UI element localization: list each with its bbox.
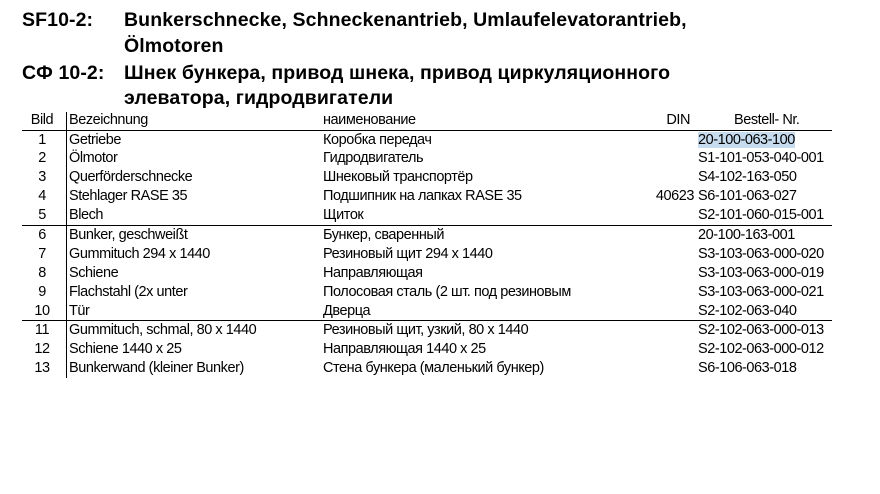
cell-bestell-nr: S6-106-063-018: [698, 360, 797, 377]
table-row: [22, 359, 832, 378]
cell-bild: 12: [34, 341, 50, 358]
cell-naimenovanie: Бункер, сваренный: [323, 226, 445, 243]
header-bild: Bild: [30, 112, 54, 128]
cell-naimenovanie: Гидродвигатель: [323, 150, 424, 167]
cell-naimenovanie: Направляющая 1440 x 25: [323, 341, 486, 358]
cell-bezeichnung: Bunker, geschweißt: [66, 226, 187, 245]
cell-bezeichnung: Schiene: [66, 264, 118, 283]
cell-bestell-nr: S6-101-063-027: [698, 188, 797, 205]
header-bestell-nr: Bestell- Nr.: [734, 112, 800, 128]
table-row: [22, 245, 832, 264]
cell-naimenovanie: Коробка передач: [323, 131, 432, 148]
cell-bestell-nr: S2-102-063-000-013: [698, 322, 824, 339]
cell-bestell-nr: S2-102-063-000-012: [698, 341, 824, 358]
cell-bezeichnung: Getriebe: [66, 131, 121, 150]
cell-bezeichnung: Gummituch, schmal, 80 x 1440: [66, 321, 256, 340]
cell-bezeichnung: Gummituch 294 x 1440: [66, 245, 210, 264]
title-german-text: Bunkerschnecke, Schneckenantrieb, Umlaufelevatorantrieb,: [124, 9, 687, 31]
title-german-line-2: Ölmotoren: [124, 35, 224, 57]
cell-naimenovanie: Шнековый транспортёр: [323, 169, 473, 186]
cell-bild: 7: [38, 245, 46, 262]
cell-bild: 1: [38, 131, 46, 148]
title-russian-text: Шнек бункера, привод шнека, привод циркуляционного: [124, 62, 671, 84]
table-row: [22, 283, 832, 302]
cell-bild: 5: [38, 207, 46, 224]
cell-bestell-nr: S2-102-063-040: [698, 302, 797, 319]
cell-bezeichnung: Stehlager RASE 35: [66, 187, 187, 206]
cell-bezeichnung: Ölmotor: [66, 149, 117, 168]
cell-bezeichnung: Bunkerwand (kleiner Bunker): [66, 359, 244, 378]
header-bezeichnung: Bezeichnung: [66, 112, 148, 130]
cell-naimenovanie: Резиновый щит 294 x 1440: [323, 245, 493, 262]
cell-naimenovanie: Резиновый щит, узкий, 80 x 1440: [323, 322, 529, 339]
cell-bild: 11: [34, 322, 50, 339]
table-row: [22, 131, 832, 150]
cell-bestell-nr: S2-101-060-015-001: [698, 207, 824, 224]
table-row: [22, 264, 832, 283]
cell-naimenovanie: Подшипник на лапках RASE 35: [323, 188, 522, 205]
table-header-row: [22, 112, 832, 131]
cell-bild: 13: [34, 360, 50, 377]
cell-bestell-nr: [698, 131, 795, 150]
title-german-line-1: [22, 9, 687, 32]
cell-bezeichnung: Flachstahl (2x unter: [66, 283, 187, 302]
parts-table: [22, 112, 832, 378]
table-row: [22, 340, 832, 359]
cell-naimenovanie: Щиток: [323, 207, 364, 224]
cell-bild: 3: [38, 169, 46, 186]
cell-bild: 4: [38, 188, 46, 205]
cell-bezeichnung: Schiene 1440 x 25: [66, 340, 181, 359]
cell-bestell-nr: S1-101-053-040-001: [698, 150, 824, 167]
title-russian-line-2: элеватора, гидродвигатели: [124, 87, 394, 109]
cell-din: 40623: [655, 188, 694, 205]
table-row: [22, 206, 832, 225]
cell-bestell-nr: 20-100-163-001: [698, 226, 795, 243]
table-row: [22, 225, 832, 245]
table-body: [22, 131, 832, 379]
cell-bild: 6: [38, 226, 46, 243]
cell-bild: 8: [38, 264, 46, 281]
cell-bild: 2: [38, 150, 46, 167]
title-german-prefix: SF10-2:: [22, 9, 94, 31]
cell-bezeichnung: Querförderschnecke: [66, 168, 192, 187]
cell-bezeichnung: Tür: [66, 302, 89, 321]
table-row: [22, 187, 832, 206]
table-row: [22, 168, 832, 187]
cell-bezeichnung: Blech: [66, 206, 103, 225]
cell-bestell-nr: S4-102-163-050: [698, 169, 797, 186]
cell-bestell-nr: S3-103-063-000-021: [698, 283, 824, 300]
table-row: [22, 302, 832, 321]
cell-naimenovanie: Стена бункера (маленький бункер): [323, 360, 544, 377]
table-row: [22, 149, 832, 168]
header-din: DIN: [666, 112, 690, 128]
cell-bild: 10: [34, 302, 50, 319]
title-russian-line-1: [22, 62, 670, 85]
cell-naimenovanie: Дверца: [323, 302, 371, 319]
cell-bestell-nr: S3-103-063-000-019: [698, 264, 824, 281]
title-russian-prefix: СФ 10-2:: [22, 62, 105, 84]
cell-bestell-nr: S3-103-063-000-020: [698, 245, 824, 262]
table-row: [22, 320, 832, 340]
cell-bild: 9: [38, 283, 46, 300]
cell-naimenovanie: Полосовая сталь (2 шт. под резиновым: [323, 283, 571, 300]
header-naimenovanie: наименование: [323, 112, 416, 128]
selected-order-number[interactable]: 20-100-063-100: [698, 131, 795, 148]
cell-naimenovanie: Направляющая: [323, 264, 423, 281]
